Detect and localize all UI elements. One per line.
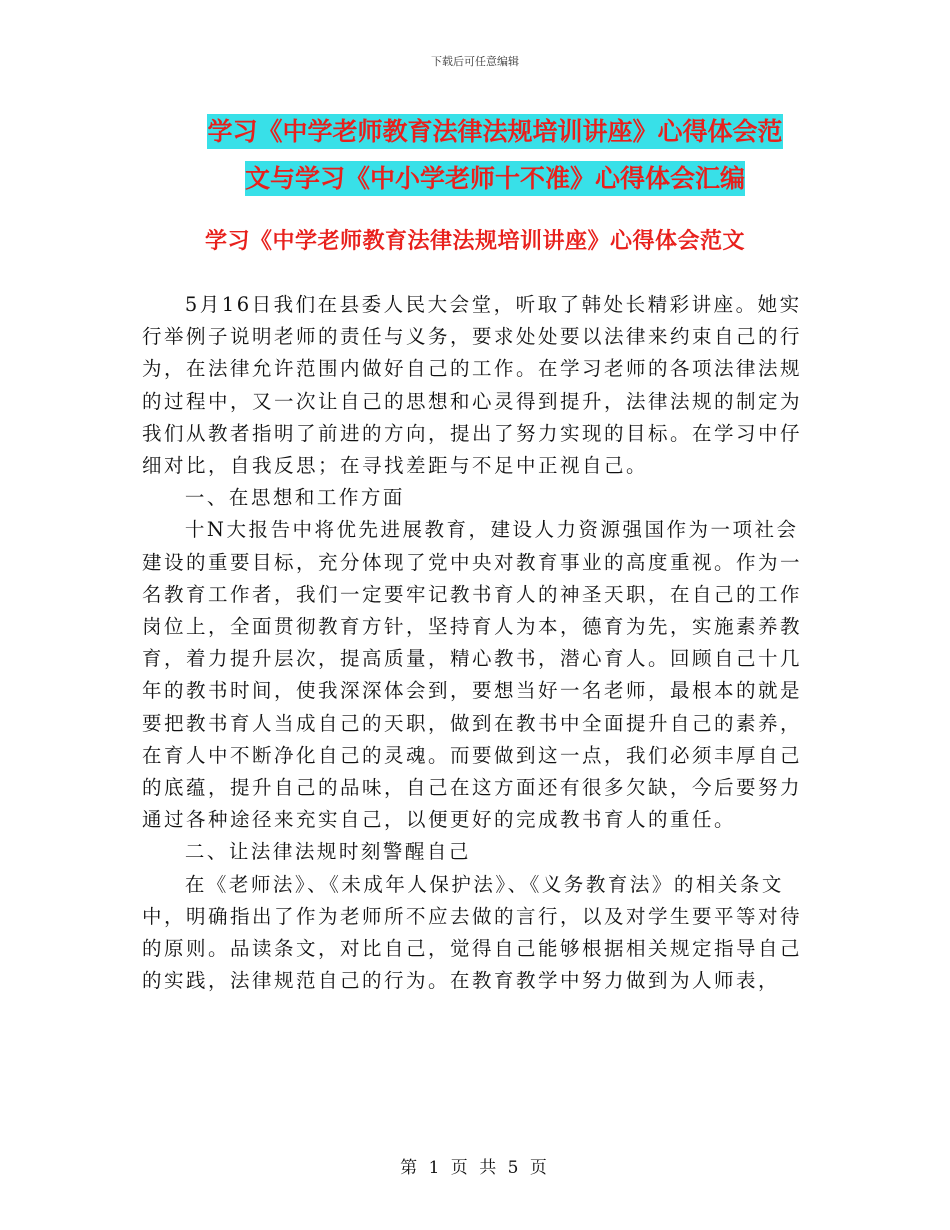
header-note: 下载后可任意编辑 — [431, 55, 519, 68]
paragraph-intro: 5月16日我们在县委人民大会堂，听取了韩处长精彩讲座。她实行举例子说明老师的责任与义务，要求处处要以法律来约束自己的行为，在法律允许范围内做好自己的工作。在学习老师的各项法律法规的过程中，又一次让自己的思想和心灵得到提升，法律法规的制定为我们从教者指明了前进的方向，提出了努力实现的目标。在学习中仔细对比，自我反思；在寻找差距与不足中正视自己。 — [142, 293, 803, 478]
document-body — [142, 289, 802, 997]
title-line-1: 学习《中学老师教育法律法规培训讲座》心得体会范 — [207, 114, 782, 149]
paragraph-law-alert: 在《老师法》、《未成年人保护法》、《义务教育法》的相关条文中，明确指出了作为老师所不应去做的言行，以及对学生要平等对待的原则。品读条文，对比自己，觉得自己能够根据相关规定指导自己的实践，法律规范自己的行为。在教育教学中努力做到为人师表， — [142, 872, 803, 993]
document-title — [150, 108, 840, 202]
subheading-law-alert: 二、让法律法规时刻警醒自己 — [184, 840, 471, 864]
section-title: 学习《中学老师教育法律法规培训讲座》心得体会范文 — [204, 229, 745, 254]
page-footer: 第 1 页 共 5 页 — [400, 1158, 550, 1178]
paragraph-thought-work: 十N大报告中将优先进展教育，建设人力资源强国作为一项社会建设的重要目标，充分体现了党中央对教育事业的高度重视。作为一名教育工作者，我们一定要牢记教书育人的神圣天职，在自己的工作岗位上，全面贯彻教育方针，坚持育人为本，德育为先，实施素养教育，着力提升层次，提高质量，精心教书，潜心育人。回顾自己十几年的教书时间，使我深深体会到，要想当好一名老师，最根本的就是要把教书育人当成自己的天职，做到在教书中全面提升自己的素养，在育人中不断净化自己的灵魂。而要做到这一点，我们必须丰厚自己的底蕴，提升自己的品味，自己在这方面还有很多欠缺，今后要努力通过各种途径来充实自己，以便更好的完成教书育人的重任。 — [142, 518, 803, 832]
title-line-2: 文与学习《中小学老师十不准》心得体会汇编 — [245, 161, 745, 196]
subheading-thought-work: 一、在思想和工作方面 — [184, 486, 405, 510]
